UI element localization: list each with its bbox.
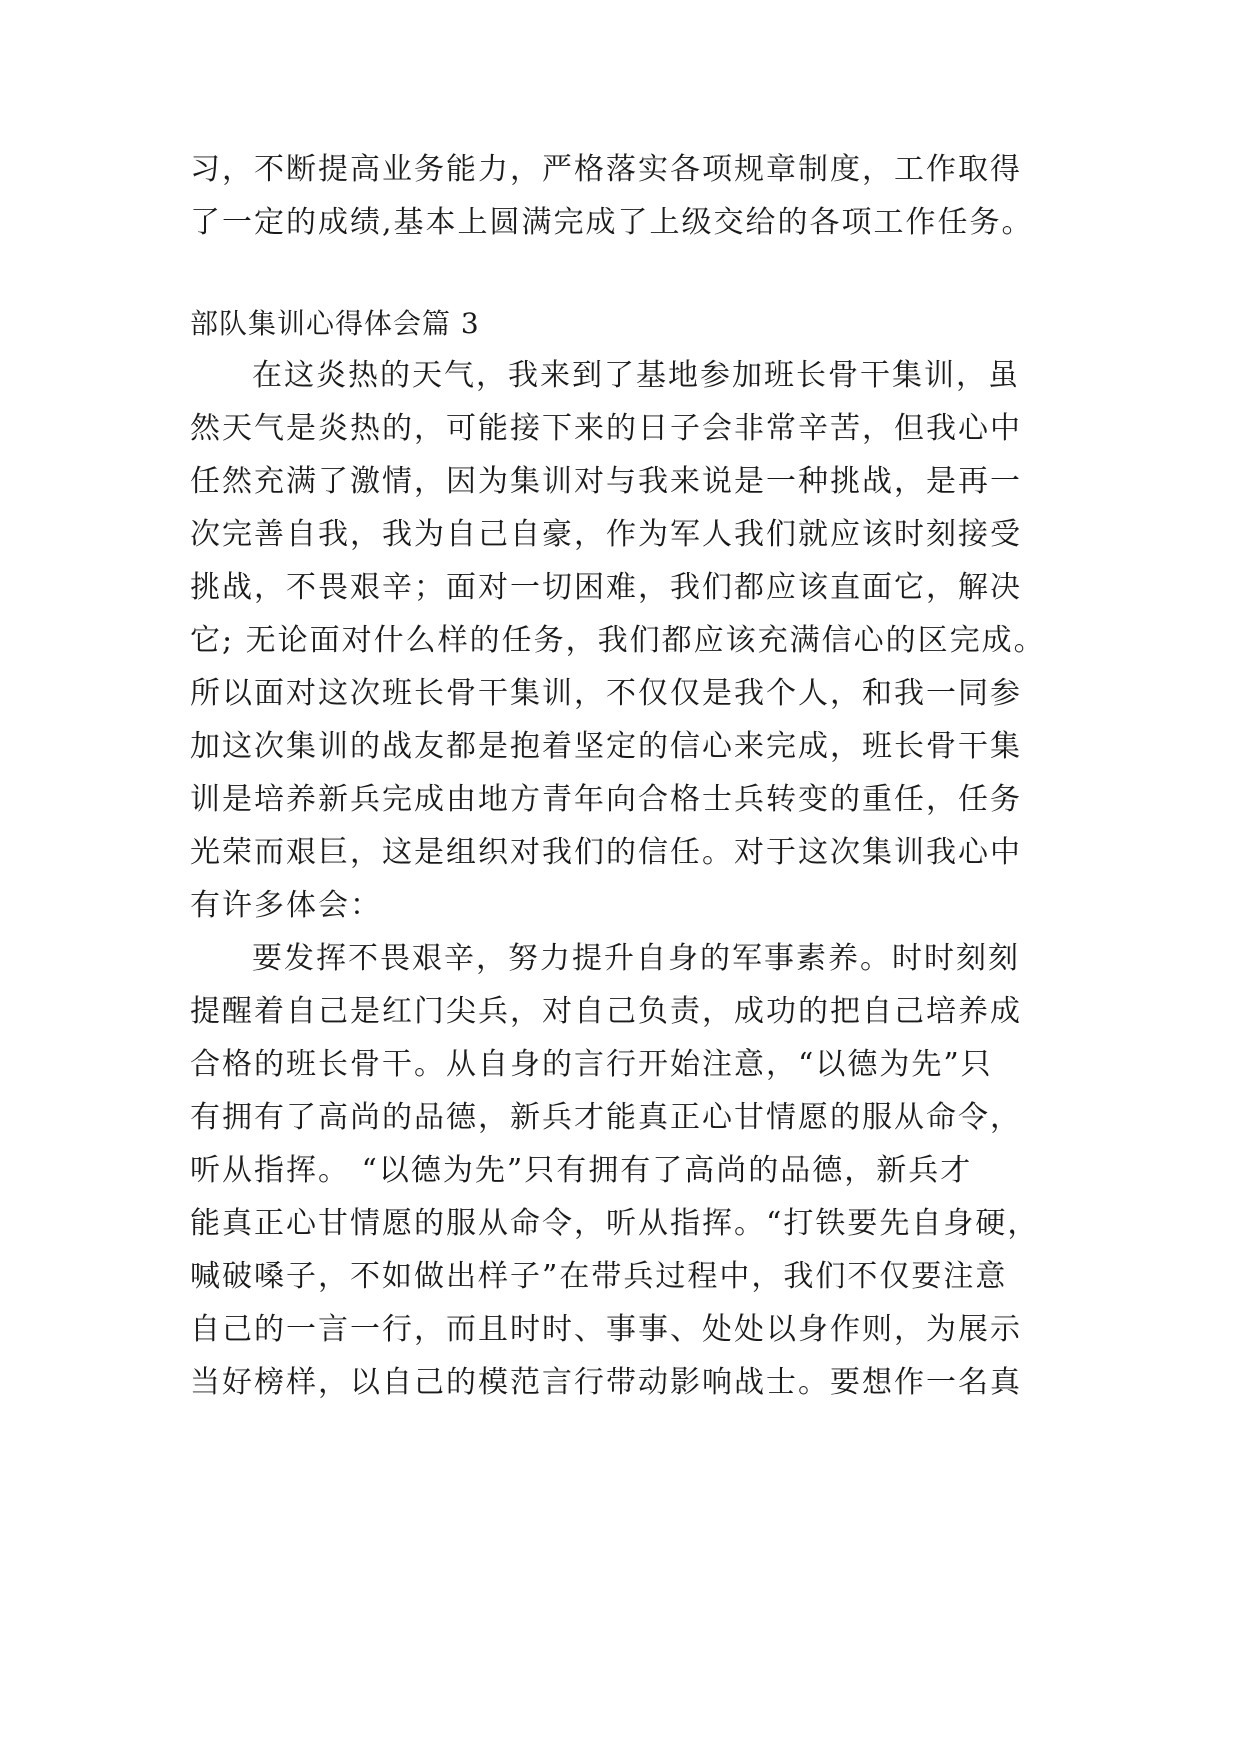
text-line: 了一定的成绩,基本上圆满完成了上级交给的各项工作任务。	[190, 205, 1034, 240]
text-line: 当好榜样，以自己的模范言行带动影响战士。要想作一名真	[190, 1365, 1022, 1400]
text-line: 训是培养新兵完成由地方青年向合格士兵转变的重任，任务	[190, 782, 1022, 817]
text-line: 然天气是炎热的，可能接下来的日子会非常辛苦，但我心中	[190, 411, 1022, 446]
section-title: 部队集训心得体会篇 3	[190, 307, 480, 340]
text-line: 所以面对这次班长骨干集训，不仅仅是我个人，和我一同参	[190, 676, 1022, 711]
text-line: 听从指挥。 “以德为先”只有拥有了高尚的品德，新兵才	[190, 1153, 973, 1188]
text-line: 提醒着自己是红门尖兵，对自己负责，成功的把自己培养成	[190, 994, 1022, 1029]
text-line: 要发挥不畏艰辛，努力提升自身的军事素养。时时刻刻	[252, 941, 1020, 976]
text-line: 它; 无论面对什么样的任务，我们都应该充满信心的区完成。	[190, 623, 1046, 658]
text-line: 挑战，不畏艰辛；面对一切困难，我们都应该直面它，解决	[190, 570, 1022, 605]
text-line: 加这次集训的战友都是抱着坚定的信心来完成，班长骨干集	[190, 729, 1022, 764]
text-line: 合格的班长骨干。从自身的言行开始注意，“以德为先”只	[190, 1047, 993, 1082]
text-line: 次完善自我，我为自己自豪，作为军人我们就应该时刻接受	[190, 517, 1022, 552]
text-line: 在这炎热的天气，我来到了基地参加班长骨干集训，虽	[252, 358, 1020, 393]
text-line: 有许多体会：	[190, 888, 382, 923]
text-line: 能真正心甘情愿的服从命令，听从指挥。“打铁要先自身硬，	[190, 1206, 1040, 1241]
text-line: 喊破嗓子，不如做出样子”在带兵过程中，我们不仅要注意	[190, 1259, 1008, 1294]
text-line: 习，不断提高业务能力，严格落实各项规章制度，工作取得	[190, 152, 1022, 187]
text-line: 有拥有了高尚的品德，新兵才能真正心甘情愿的服从命令，	[190, 1100, 1022, 1135]
text-line: 任然充满了激情，因为集训对与我来说是一种挑战，是再一	[190, 464, 1022, 499]
text-line: 光荣而艰巨，这是组织对我们的信任。对于这次集训我心中	[190, 835, 1022, 870]
text-line: 自己的一言一行，而且时时、事事、处处以身作则，为展示	[190, 1312, 1022, 1347]
